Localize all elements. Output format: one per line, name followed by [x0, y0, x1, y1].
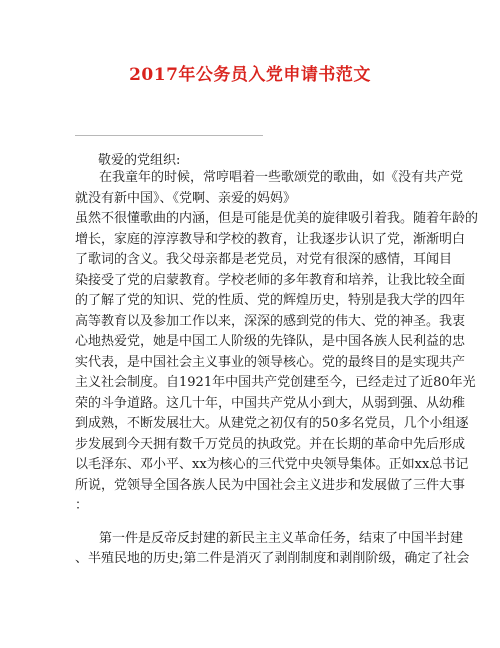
- body-line: 所说，党领导全国各族人民为中国社会主义进步和发展做了三件大事: [75, 477, 466, 493]
- greeting-line: 敬爱的党组织:: [98, 153, 181, 168]
- title-divider: [75, 135, 263, 136]
- body-line: 荣的斗争道路。这几十年，中国共产党从小到大，从弱到强、从幼稚: [75, 395, 466, 411]
- body-line: 增长，家庭的淳淳教导和学校的教育，让我逐步认识了党，渐渐明白: [75, 231, 466, 247]
- body-line: 到成熟，不断发展壮大。从建党之初仅有的50多名党员，几个小组逐: [75, 416, 469, 431]
- body-line: 虽然不很懂歌曲的内涵，但是可能是优美的旋律吸引着我。随着年龄的: [75, 211, 479, 226]
- body-text: [75, 168, 479, 570]
- body-line: 高等教育以及参加工作以来，深深的感到党的伟大、党的神圣。我衷: [75, 313, 466, 329]
- body-line: 了歌词的含义。我父母亲都是老党员，对党有很深的感情，耳闻目: [75, 252, 453, 267]
- body-line: 第一件是反帝反封建的新民主主义革命任务，结束了中国半封建: [99, 530, 464, 546]
- body-line: 、半殖民地的历史;第二件是消灭了剥削制度和剥削阶级，确定了社会: [75, 551, 470, 566]
- body-line: 主义社会制度。自1921年中国共产党创建至今，已经走过了近80年光: [75, 375, 476, 390]
- body-line: 步发展到今天拥有数千万党员的执政党。并在长期的革命中先后形成: [75, 436, 466, 452]
- body-line: 实代表，是中国社会主义事业的领导核心。党的最终目的是实现共产: [75, 354, 466, 370]
- body-line: 以毛泽东、邓小平、xx为核心的三代党中央领导集体。正如xx总书记: [75, 457, 469, 472]
- body-line: 就没有新中国》、《党啊、亲爱的妈妈》: [75, 190, 297, 206]
- document-title: 2017年公务员入党申请书范文: [129, 65, 371, 85]
- body-line: 染接受了党的启蒙教育。学校老师的多年教育和培养，让我比较全面: [75, 272, 466, 288]
- body-line: 心地热爱党，她是中国工人阶级的先锋队，是中国各族人民利益的忠: [75, 334, 466, 349]
- body-line: ：: [75, 498, 89, 513]
- body-line: 的了解了党的知识、党的性质、党的辉煌历史，特别是我大学的四年: [75, 293, 466, 308]
- body-line: 在我童年的时候，常哼唱着一些歌颂党的歌曲，如《没有共产党: [99, 170, 464, 185]
